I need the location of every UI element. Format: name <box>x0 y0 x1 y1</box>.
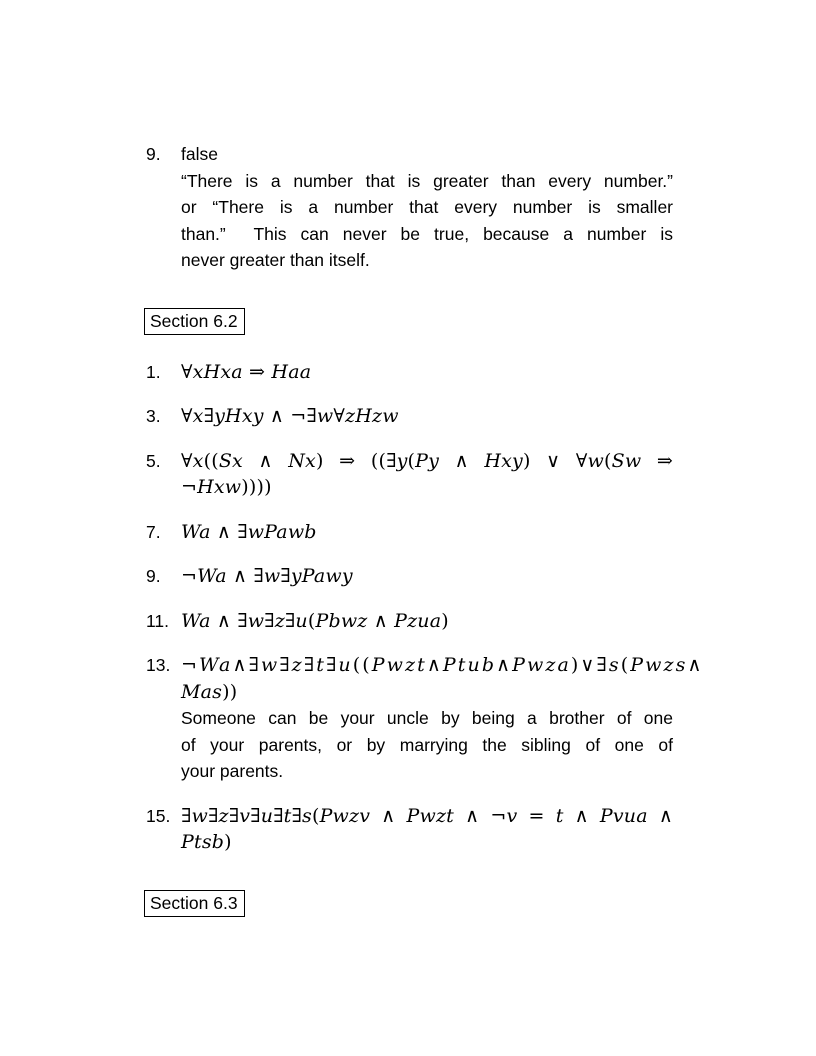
item-content <box>181 803 673 856</box>
item-content <box>181 519 673 546</box>
item-number: 3. <box>146 406 161 426</box>
item-number: 13. <box>146 655 171 675</box>
formula-line: ∀x∃yHxy ∧ ¬∃w∀zHzw <box>181 405 399 427</box>
formula-line: ∃w∃z∃v∃u∃t∃s(Pwzv ∧ Pwzt ∧ ¬v = t ∧ Pvua ∧ <box>181 804 673 827</box>
list-item-9 <box>146 563 673 590</box>
item-content <box>181 359 673 386</box>
item-content <box>181 652 704 785</box>
formula-line: Wa ∧ ∃wPawb <box>181 520 317 543</box>
list-item-1 <box>146 359 673 386</box>
formula-line: Ptsb) <box>181 831 232 853</box>
item-content <box>181 448 673 501</box>
item-number: 9. <box>146 144 161 164</box>
item-number: 7. <box>146 521 161 542</box>
formula-line: Wa ∧ ∃w∃z∃u(Pbwz ∧ Pzua) <box>181 609 449 632</box>
list-item-5 <box>146 448 673 501</box>
item-number: 1. <box>146 361 161 382</box>
prose-line: of your parents, or by marrying the sibling of one of <box>181 734 673 755</box>
list-item-13 <box>146 652 704 785</box>
formula-line: ¬Hxw)))) <box>181 476 272 498</box>
formula-line: ∀xHxa ⇒ Haa <box>181 360 312 383</box>
answer-text: false <box>181 144 218 164</box>
item-content <box>181 608 673 635</box>
prose-line: or “There is a number that every number is smaller <box>181 197 673 217</box>
formula-line: Mas)) <box>181 680 238 703</box>
prose-line: your parents. <box>181 761 284 781</box>
formula-line: ¬Wa ∧ ∃w∃yPawy <box>181 565 353 587</box>
list-item-15 <box>146 803 673 856</box>
item-number: 5. <box>146 450 161 471</box>
item-number: 9. <box>146 566 161 586</box>
section-header-6-2: Section 6.2 <box>144 308 245 335</box>
list-item-11 <box>146 608 673 635</box>
list-item-3 <box>146 403 673 430</box>
prose-line: Someone can be your uncle by being a brother of one <box>181 708 673 728</box>
item-content <box>181 563 673 590</box>
prose-line: than.” This can never be true, because a number is <box>181 223 673 244</box>
formula-line: ∀x((Sx ∧ Nx) ⇒ ((∃y(Py ∧ Hxy) ∨ ∀w(Sw ⇒ <box>181 449 674 472</box>
formula-line: ¬Wa∧∃w∃z∃t∃u((Pwzt∧Ptub∧Pwza)∨∃s(Pwzs∧ <box>181 654 704 676</box>
item-number: 15. <box>146 805 171 826</box>
item-content <box>181 141 673 274</box>
item-content <box>181 403 673 430</box>
item-number: 11. <box>146 610 170 631</box>
section-header-6-3: Section 6.3 <box>144 890 245 917</box>
prose-line: never greater than itself. <box>181 250 370 270</box>
list-item-9-false <box>146 141 673 274</box>
list-item-7 <box>146 519 673 546</box>
prose-line: “There is a number that is greater than every number.” <box>181 170 673 191</box>
